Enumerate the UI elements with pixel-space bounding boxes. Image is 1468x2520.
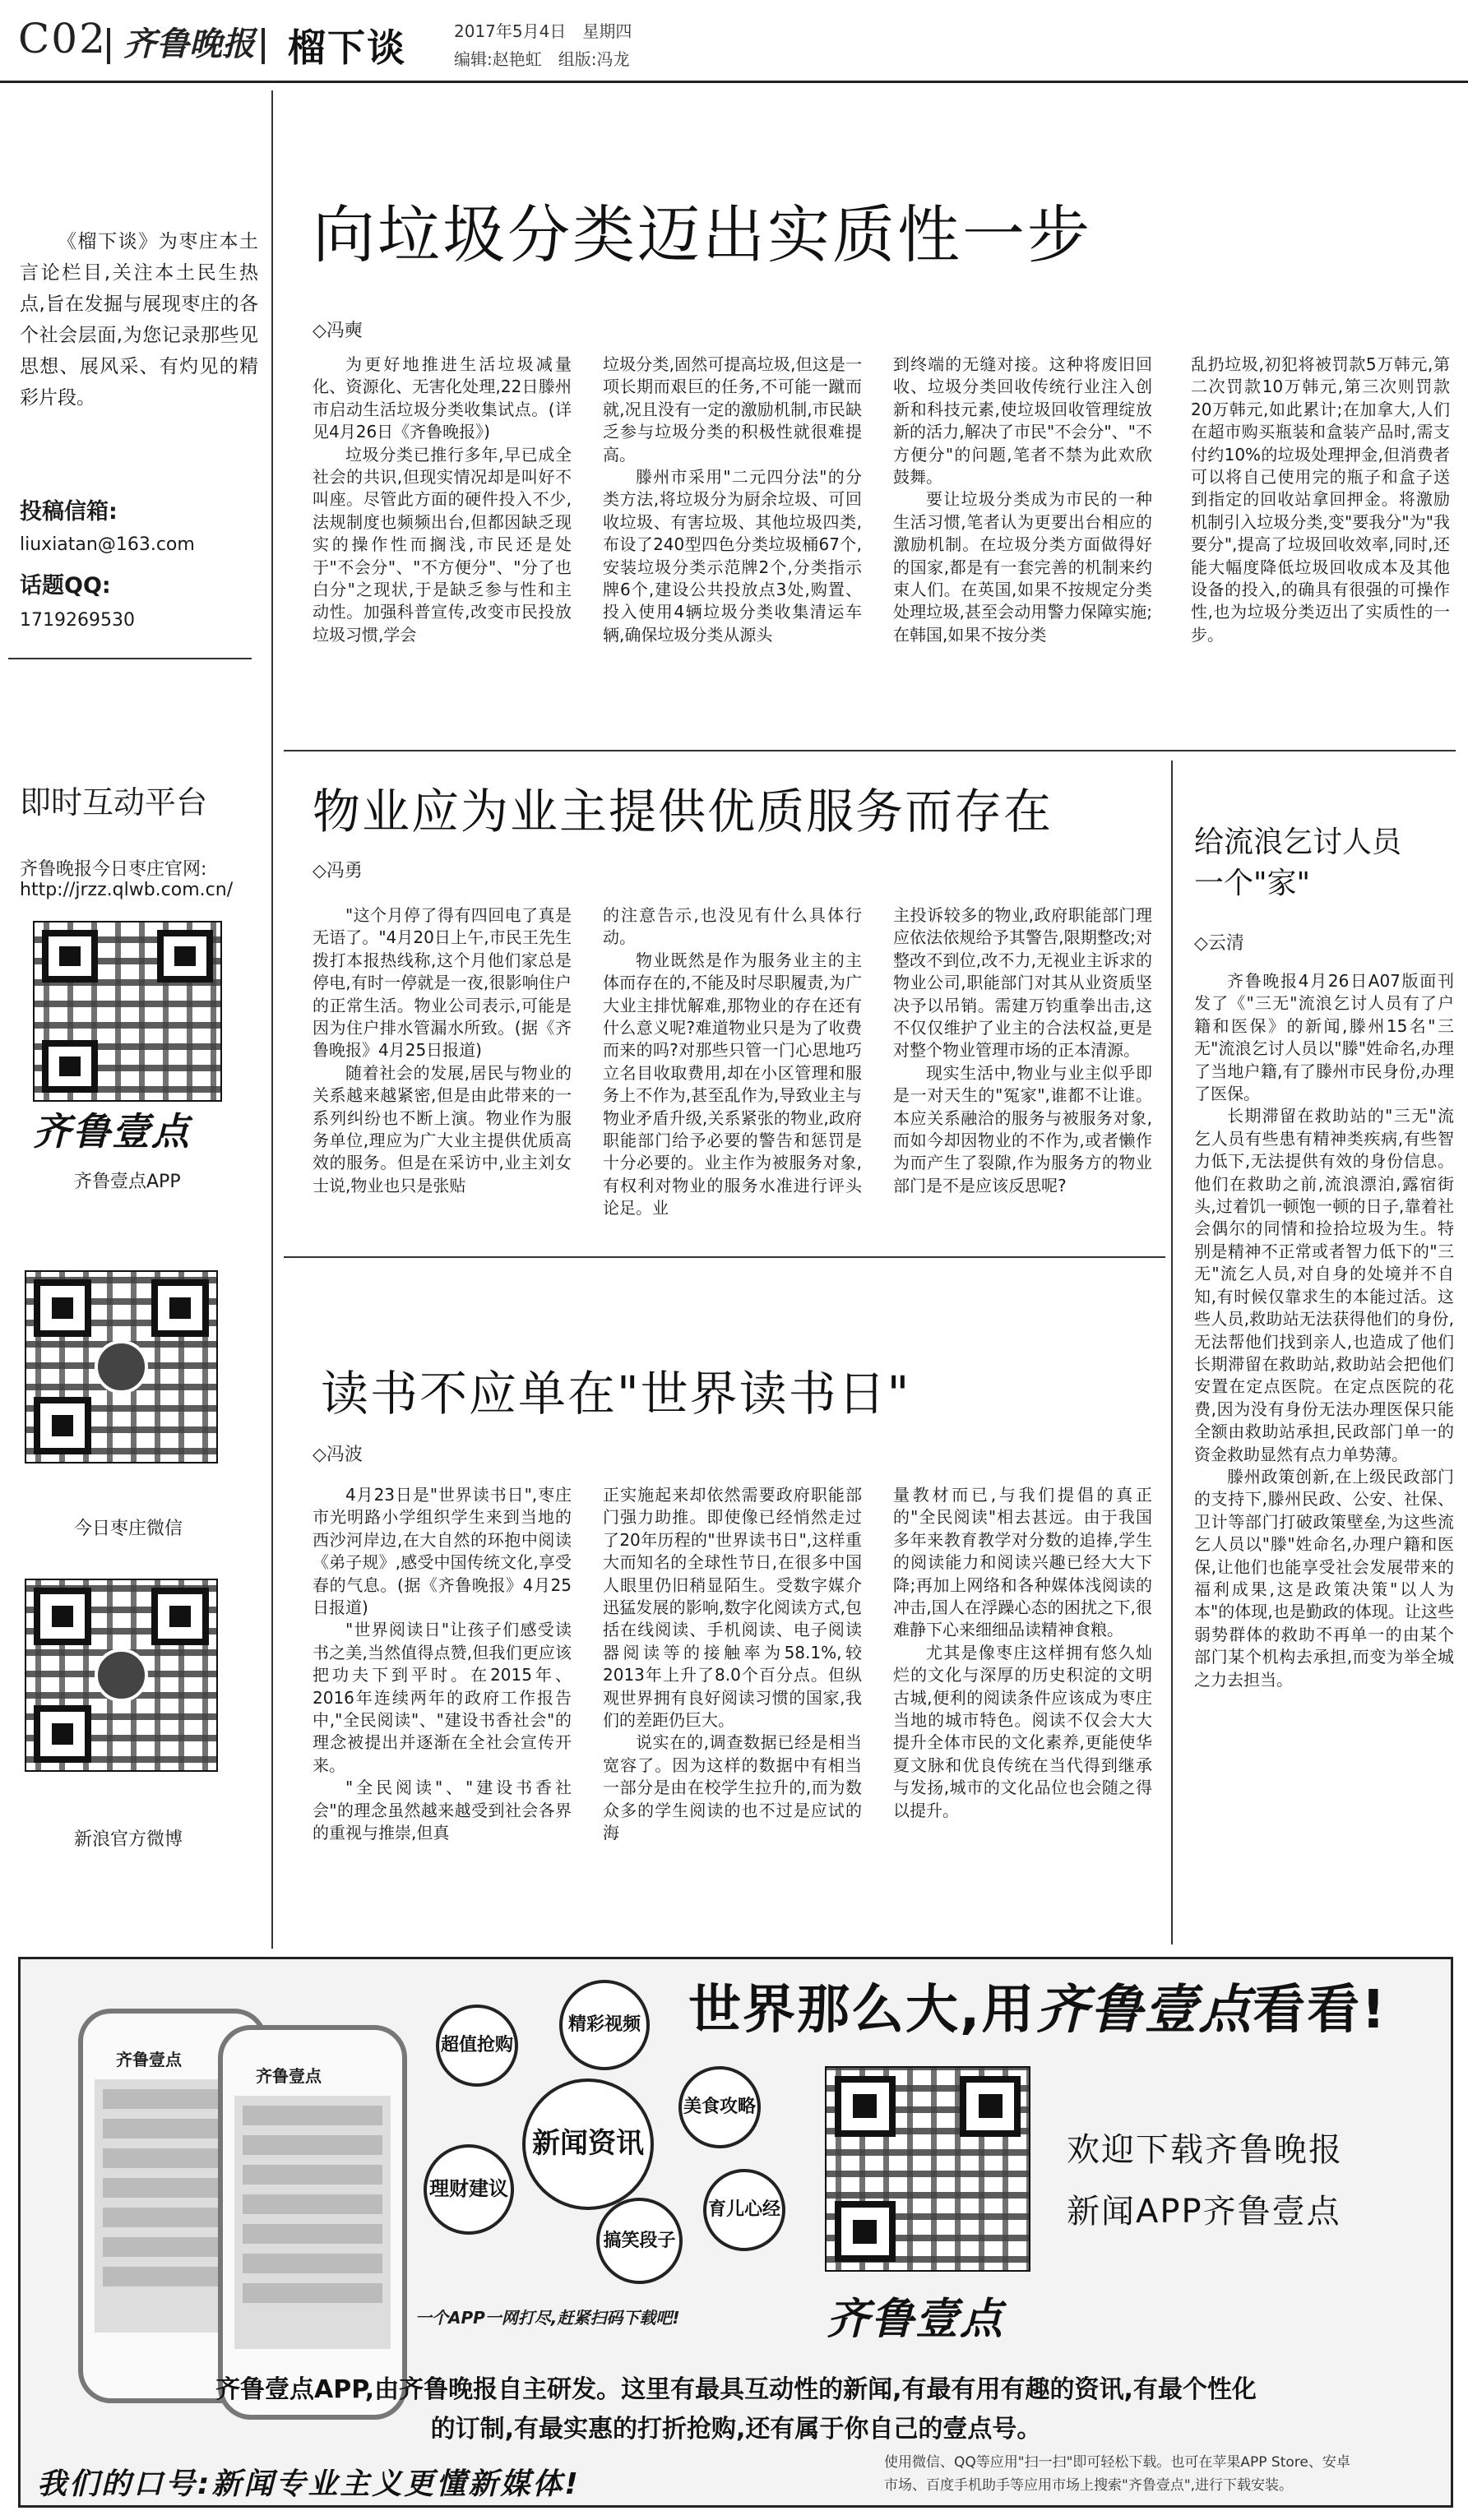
article1-para: 垃圾分类已推行多年,早已成全社会的共识,但现实情况却是叫好不叫座。尽管此方面的硬件投入不少,法规制度也频频出台,但都因缺乏现实的操作性而搁浅,市民还是处于"不会分"、"不方便分"、"分了也白分"之现状,于是缺乏参与性和主动性。加强科普宣传,改变市民投放垃圾习惯,学会 [313, 444, 572, 645]
feature-bubble: 精彩视频 [559, 1980, 650, 2070]
feature-bubble: 搞笑段子 [596, 2198, 683, 2284]
ad-cta-line2: 新闻APP齐鲁壹点 [1067, 2193, 1341, 2231]
ad-qr-brand: 齐鲁壹点 [827, 2295, 1005, 2344]
article2-byline: ◇冯勇 [313, 861, 363, 881]
article1-rule [284, 750, 1456, 751]
article4-body [1194, 970, 1454, 1944]
issue-date: 2017年5月4日 星期四 [454, 21, 632, 41]
article4-headline-line2: 一个"家" [1194, 867, 1311, 900]
article3-column-2 [603, 1484, 862, 1940]
ad-slogan-prefix: 世界那么大,用 [688, 1980, 1036, 2041]
app-qr-caption: 齐鲁壹点APP [74, 1172, 181, 1192]
ad-description-line2: 的订制,有最实惠的打折抢购,还有属于你自己的壹点号。 [430, 2415, 1042, 2444]
editor-credit: 编辑:赵艳虹 组版:冯龙 [454, 49, 630, 69]
article3-para: "全民阅读"、"建设书香社会"的理念虽然越来越受到社会各界的重视与推崇,但真 [313, 1778, 572, 1843]
article4-divider [1171, 761, 1173, 1944]
article3-para: 4月23日是"世界读书日",枣庄市光明路小学组织学生来到当地的西沙河岸边,在大自然的环抱中阅读《弟子规》,感受中国传统文化,享受春的气息。(据《齐鲁晚报》4月25日报道) [313, 1485, 572, 1618]
ad-note-line1: 使用微信、QQ等应用"扫一扫"即可轻松下载。也可在苹果APP Store、安卓 [884, 2454, 1350, 2471]
phone-mockup-front [218, 2025, 407, 2420]
newspaper-logo: 齐鲁晚报 [123, 25, 255, 63]
article1-column-1 [313, 354, 572, 740]
article2-rule [284, 1256, 1165, 1258]
article1-para: 乱扔垃圾,初犯将被罚款5万韩元,第二次罚款10万韩元,第三次则罚款20万韩元,如此累计;在加拿大,人们在超市购买瓶装和盒装产品时,需支付约10%的垃圾处理押金,但消费者可以将自己使用完的瓶子和盒子送到指定的回收站拿回押金。将激励机制引入垃圾分类,变"要我分"为"我要分",提高了垃圾回收效率,同时,还能大幅度降低垃圾回收成本及其他设备的投入,的确具有很强的可操作性,也为垃圾分类迈出了实质性的一步。 [1191, 354, 1450, 645]
article2-column-3 [893, 904, 1152, 1246]
section-title: 榴下谈 [288, 25, 406, 70]
article4-para: 长期滞留在救助站的"三无"流乞人员有些患有精神类疾病,有些智力低下,无法提供有效的身份信息。他们在救助之前,流浪漂泊,露宿街头,过着饥一顿饱一顿的日子,靠着社会偶尔的同情和捡拾垃圾为生。特别是精神不正常或者智力低下的"三无"流乞人员,对自身的处境并不自知,有时候仅靠求生的本能过活。这些人员,救助站无法获得他们的身份,无法帮他们找到亲人,也造成了他们长期滞留在救助站,救助站会把他们安置在定点医院。在定点医院的花费,因为没有身份无法办理医保只能全额由救助站承担,民政部门单一的资金救助显然有点力单势薄。 [1194, 1106, 1454, 1464]
article2-column-1 [313, 904, 572, 1246]
platform-title: 即时互动平台 [20, 784, 208, 821]
ad-qr-code [825, 2066, 1030, 2272]
article2-para: "这个月停了得有四回电了真是无语了。"4月20日上午,市民王先生拨打本报热线称,这个月他们家总是停电,有时一停就是一夜,很影响住户的正常生活。物业公司表示,可能是因为住户排水管漏水所致。(据《齐鲁晚报》4月25日报道) [313, 905, 572, 1061]
article4-para: 滕州政策创新,在上级民政部门的支持下,滕州民政、公安、社保、卫计等部门打破政策壁垒,为这些流乞人员以"滕"姓命名,办理户籍和医保,让他们也能享受社会发展带来的福利成果,这是政策决策"以人为本"的体现,也是勤政的体现。让这些弱势群体的救助不再单一的由某个部门某个机构去承担,而变为举全城之力去担当。 [1194, 1466, 1454, 1690]
article1-column-3 [893, 354, 1152, 740]
phone-title: 齐鲁壹点 [116, 2050, 182, 2069]
article1-column-2 [603, 354, 862, 740]
ad-description [53, 2370, 1419, 2449]
article1-headline: 向垃圾分类迈出实质性一步 [313, 198, 1092, 271]
app-qr-code [33, 921, 222, 1102]
sidebar-divider [271, 90, 273, 1949]
article3-para: 尤其是像枣庄这样拥有悠久灿烂的文化与深厚的历史积淀的文明古城,便利的阅读条件应该成为枣庄当地的城市特色。阅读不仅会大大提升全体市民的文化素养,更能使华夏文脉和优良传统在当代得到继承与发扬,城市的文化品位也会随之得以提升。 [893, 1642, 1152, 1820]
feature-bubble: 超值抢购 [436, 2004, 518, 2087]
site-label: 齐鲁晚报今日枣庄官网: [20, 859, 207, 880]
weibo-qr-code [25, 1579, 218, 1772]
ad-download-note [884, 2451, 1452, 2497]
article1-para: 垃圾分类,固然可提高垃圾,但这是一项长期而艰巨的任务,不可能一蹴而就,况且没有一定的激励机制,市民缺乏参与垃圾分类的积极性就很难提高。 [603, 354, 862, 465]
article2-para: 现实生活中,物业与业主似乎即是一对天生的"冤家",谁都不让谁。本应关系融洽的服务与被服务对象,而如今却因物业的不作为,或者懒作为而产生了裂隙,作为服务方的物业部门是不是应该反思呢? [893, 1062, 1152, 1195]
feature-bubble: 理财建议 [424, 2144, 514, 2235]
header-divider [262, 28, 265, 64]
page-number: C02 [18, 15, 107, 62]
article2-para: 的注意告示,也没见有什么具体行动。 [603, 905, 862, 948]
sidebar-rule [8, 658, 252, 659]
article4-headline-line1: 给流浪乞讨人员 [1194, 825, 1402, 859]
article1-para: 滕州市采用"二元四分法"的分类方法,将垃圾分为厨余垃圾、可回收垃圾、有害垃圾、其他垃圾四类,布设了240型四色分类垃圾桶67个,安装垃圾分类示范牌2个,分类指示牌6个,建设公共投放点3处,购置、投入使用4辆垃圾分类收集清运车辆,确保垃圾分类从源头 [603, 467, 862, 645]
article3-byline: ◇冯波 [313, 1445, 363, 1465]
wechat-qr-code [25, 1270, 218, 1463]
brand-logo: 齐鲁壹点 [33, 1109, 191, 1154]
submit-email[interactable]: liuxiatan@163.com [20, 534, 195, 555]
article3-para: 量教材而已,与我们提倡的真正的"全民阅读"相去甚远。由于我国多年来教育教学对分数的追捧,学生的阅读能力和阅读兴趣已经大大下降;再加上网络和各种媒体浅阅读的冲击,国人在浮躁心态的困扰之下,很难静下心来细细品读精神食粮。 [893, 1485, 1152, 1640]
site-url[interactable]: http://jrzz.qlwb.com.cn/ [20, 880, 234, 900]
article1-byline: ◇冯奭 [313, 321, 363, 341]
article2-para: 主投诉较多的物业,政府职能部门理应依法依规给予其警告,限期整改;对整改不到位,改不力,无视业主诉求的物业公司,职能部门对其从业资质坚决予以吊销。需建万钧重拳出击,这不仅仅维护了业主的合法权益,更是对整个物业管理市场的正本清源。 [893, 905, 1152, 1061]
article1-para: 到终端的无缝对接。这种将废旧回收、垃圾分类回收传统行业注入创新和科技元素,使垃圾回收管理绽放新的活力,解决了市民"不会分"、"不方便分"的问题,笔者不禁为此欢欣鼓舞。 [893, 354, 1152, 488]
wechat-qr-caption: 今日枣庄微信 [74, 1519, 183, 1539]
article3-para: 说实在的,调查数据已经是相当宽容了。因为这样的数据中有相当一部分是由在校学生拉升的,而为数众多的学生阅读的也不过是应试的海 [603, 1732, 862, 1843]
article3-para: 正实施起来却依然需要政府职能部门强力助推。即使像已经悄然走过了20年历程的"世界读书日",这样重大而知名的全球性节日,在很多中国人眼里仍旧稍显陌生。受数字媒介迅猛发展的影响,数字化阅读方式,包括在线阅读、手机阅读、电子阅读器阅读等的接触率为58.1%,较2013年上升了8.0个百分点。但纵观世界拥有良好阅读习惯的国家,我们的差距仍巨大。 [603, 1485, 862, 1731]
article1-para: 为更好地推进生活垃圾减量化、资源化、无害化处理,22日滕州市启动生活垃圾分类收集试点。(详见4月26日《齐鲁晚报》) [313, 354, 572, 442]
ad-slogan-suffix: 看看! [1253, 1980, 1387, 2041]
article4-byline: ◇云清 [1194, 933, 1244, 954]
column-intro: 《榴下谈》为枣庄本土言论栏目,关注本土民生热点,旨在发掘与展现枣庄的各个社会层面,为您记录那些见思想、展风采、有灼见的精彩片段。 [20, 231, 258, 409]
article2-para: 物业既然是作为服务业主的主体而存在的,不能及时尽职履责,为广大业主排忧解难,那物业的存在还有什么意义呢?难道物业只是为了收费而来的吗?对那些只管一门心思地巧立名目收取费用,却在小区管理和服务上不作为,甚至乱作为,导致业主与物业矛盾升级,关系紧张的物业,政府职能部门给予必要的警告和惩罚是十分必要的。业主作为被服务对象,有权利对物业的服务水准进行评头论足。业 [603, 950, 862, 1218]
article2-headline: 物业应为业主提供优质服务而存在 [313, 784, 1054, 839]
article2-para: 随着社会的发展,居民与物业的关系越来越紧密,但是由此带来的一系列纠纷也不断上演。物业作为服务单位,理应为广大业主提供优质高效的服务。但是在采访中,业主刘女士说,物业也只是张贴 [313, 1062, 572, 1195]
article3-column-1 [313, 1484, 572, 1940]
feature-bubble: 新闻资讯 [522, 2078, 654, 2210]
ad-description-line1: 齐鲁壹点APP,由齐鲁晚报自主研发。这里有最具互动性的新闻,有最有用有趣的资讯,有最个性化 [215, 2375, 1257, 2404]
article4-headline [1194, 822, 1401, 904]
article3-column-3 [893, 1484, 1152, 1940]
phone-title: 齐鲁壹点 [256, 2066, 322, 2086]
article1-para: 要让垃圾分类成为市民的一种生活习惯,笔者认为更要出台相应的激励机制。在垃圾分类方面做得好的国家,都是有一套完善的机制来约束人们。在英国,如果不按规定分类处理垃圾,甚至会动用警力保障实施;在韩国,如果不按分类 [893, 489, 1152, 645]
qq-label: 话题QQ: [20, 573, 111, 599]
article4-para: 齐鲁晚报4月26日A07版面刊发了《"三无"流浪乞讨人员有了户籍和医保》的新闻,滕州15名"三无"流浪乞讨人员以"滕"姓命名,办理了当地户籍,有了滕州市民身份,办理了医保。 [1194, 971, 1454, 1104]
submit-label: 投稿信箱: [20, 499, 118, 525]
weibo-qr-caption: 新浪官方微博 [74, 1829, 183, 1850]
ad-motto: 我们的口号:新闻专业主义更懂新媒体! [37, 2467, 581, 2501]
app-advertisement [18, 1957, 1453, 2508]
feature-bubble: 育儿心经 [703, 2169, 785, 2251]
ad-note-line2: 市场、百度手机助手等应用市场上搜索"齐鲁壹点",进行下载安装。 [884, 2477, 1294, 2494]
feature-bubble: 美食攻略 [678, 2066, 761, 2148]
header-rule [0, 81, 1468, 83]
article3-headline: 读书不应单在"世界读书日" [321, 1366, 911, 1422]
article3-para: "世界阅读日"让孩子们感受读书之美,当然值得点赞,但我们更应该把功夫下到平时。在2015年、2016年连续两年的政府工作报告中,"全民阅读"、"建设书香社会"的理念被提出并逐渐在全社会宣传开来。 [313, 1620, 572, 1775]
qq-number: 1719269530 [20, 610, 135, 631]
ad-slogan [688, 1967, 1387, 2043]
header-divider [107, 28, 110, 64]
article2-column-2 [603, 904, 862, 1246]
ad-slogan-brand: 齐鲁壹点 [1035, 1980, 1253, 2041]
ad-cta-line1: 欢迎下载齐鲁晚报 [1067, 2131, 1343, 2169]
article1-column-4 [1191, 354, 1450, 740]
ad-tagline: 一个APP一网打尽,赶紧扫码下载吧! [415, 2308, 680, 2328]
